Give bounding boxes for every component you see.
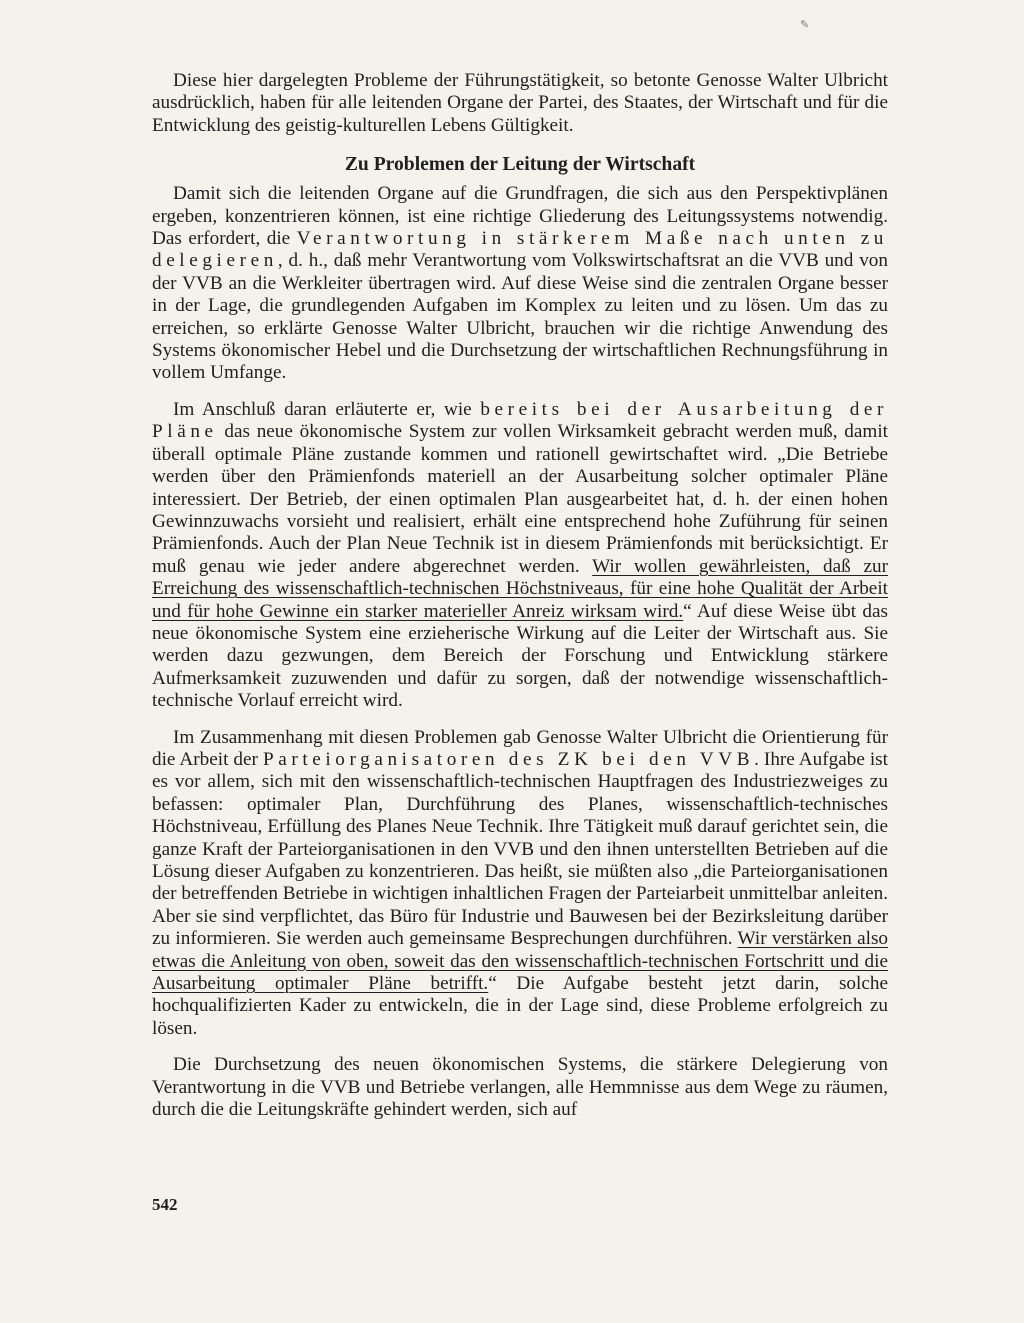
paragraph-leitung-text-1: Damit sich die leitenden Organe auf die Grundfragen, die sich aus den Perspektivplänen ergeben, konzentrieren können, ist eine richtige Gliederung des Leitungssystems notwendig. Das erfordert, die <box>152 183 888 250</box>
paragraph-leitung-emphasis: Verantwortung in stärkerem Maße nach unten zu delegieren <box>152 228 889 272</box>
paragraph-leitung-text-2: , d. h., daß mehr Verantwortung vom Volkswirtschaftsrat an die VVB und von der VVB an die Werkleiter übertragen wird. Auf diese Weise sind die zentralen Organe besser in der Lage, die grundlegenden Aufgaben im Komplex zu leiten und zu lösen. Um das zu erreichen, so erklärte Genosse Walter Ulbricht, brauchen wir die richtige Anwendung des Systems ökonomischer Hebel und die Durchsetzung der wirtschaftlichen Rechnungsführung in vollem Umfange. <box>152 250 888 384</box>
corner-mark: ✎ <box>800 18 810 31</box>
document-page <box>152 70 888 1135</box>
paragraph-zusammenhang-underlined-quote: Wir verstärken also etwas die Anleitung von oben, soweit das den wissenschaftlich-technischen Fortschritt und die Ausarbeitung optimaler Pläne betrifft. <box>152 928 888 995</box>
page-number: 542 <box>152 1195 178 1214</box>
paragraph-anschluss <box>152 399 888 713</box>
paragraph-anschluss-text-3: “ Auf diese Weise übt das neue ökonomische System eine erzieherische Wirkung auf die Leiter der Wirtschaft aus. Sie werden dazu gezwungen, dem Bereich der Forschung und Entwicklung stärkere Aufmerksamkeit zuzuwenden und dafür zu sorgen, daß der notwendige wissenschaftlich-technische Vorlauf erreicht wird. <box>152 600 888 712</box>
paragraph-anschluss-emphasis: bereits bei der Ausarbeitung der Pläne <box>152 398 888 443</box>
paragraph-zusammenhang-text-2: . Ihre Aufgabe ist es vor allem, sich mit den wissenschaftlich-technischen Hauptfragen des Industriezweiges zu befassen: optimaler Plan, Durchführung des Planes, wissenschaftlich-technisches Höchstniveau, Erfüllung des Planes Neue Technik. Ihre Tätigkeit muß darauf gerichtet sein, die ganze Kraft der Parteiorganisationen in den VVB und den ihnen unterstellten Betrieben auf die Lösung dieser Aufgaben zu konzentrieren. Das heißt, sie müßten also „die Parteiorganisationen der betreffenden Betriebe in wichtigen inhaltlichen Fragen der Parteiarbeit unmittelbar anleiten. Aber sie sind verpflichtet, das Büro für Industrie und Bauwesen bei der Bezirksleitung darüber zu informieren. Sie werden auch gemeinsame Besprechungen durchführen. <box>152 748 888 950</box>
paragraph-anschluss-underlined-quote: Wir wollen gewährleisten, daß zur Erreichung des wissenschaftlich-technischen Höchstniveaus, für eine hohe Qualität der Arbeit und für hohe Gewinne ein starker materieller Anreiz wirksam wird. <box>152 555 888 622</box>
paragraph-zusammenhang-text-1: Im Zusammenhang mit diesen Problemen gab Genosse Walter Ulbricht die Orientierung für die Arbeit der <box>152 726 888 770</box>
paragraph-anschluss-text-2: das neue ökonomische System zur vollen Wirksamkeit gebracht werden muß, damit überall optimale Pläne zustande kommen und rationell gewirtschaftet wird. „Die Betriebe werden über den Prämienfonds materiell an der Ausarbeitung solcher optimaler Pläne interessiert. Der Betrieb, der einen optimalen Plan ausgearbeitet hat, d. h. der einen hohen Gewinnzuwachs vorsieht und realisiert, erhält eine entsprechend hohe Zuführung für seinen Prämienfonds. Auch der Plan Neue Technik ist in diesem Prämienfonds mit berücksichtigt. Er muß genau wie jeder andere abgerechnet werden. <box>152 421 888 577</box>
paragraph-intro: Diese hier dargelegten Probleme der Führungstätigkeit, so betonte Genosse Walter Ulbricht ausdrücklich, haben für alle leitenden Organe der Partei, des Staates, der Wirtschaft und für die Entwicklung des geistig-kulturellen Lebens Gültigkeit. <box>152 70 888 136</box>
section-heading: Zu Problemen der Leitung der Wirtschaft <box>344 154 696 176</box>
paragraph-zusammenhang-text-3: “ Die Aufgabe besteht jetzt darin, solche hochqualifizierten Kader zu entwickeln, die in der Lage sind, diese Probleme erfolgreich zu lösen. <box>152 973 888 1039</box>
paragraph-zusammenhang-emphasis: Parteiorganisatoren des ZK bei den VVB <box>262 748 755 770</box>
paragraph-durchsetzung: Die Durchsetzung des neuen ökonomischen Systems, die stärkere Delegierung von Verantwortung in die VVB und Betriebe verlangen, alle Hemmnisse aus dem Wege zu räumen, durch die die Leitungskräfte gehindert werden, sich auf <box>152 1054 888 1121</box>
paragraph-zusammenhang <box>152 727 888 1041</box>
paragraph-leitung <box>152 183 888 385</box>
paragraph-anschluss-text-1: Im Anschluß daran erläuterte er, wie <box>173 398 481 420</box>
